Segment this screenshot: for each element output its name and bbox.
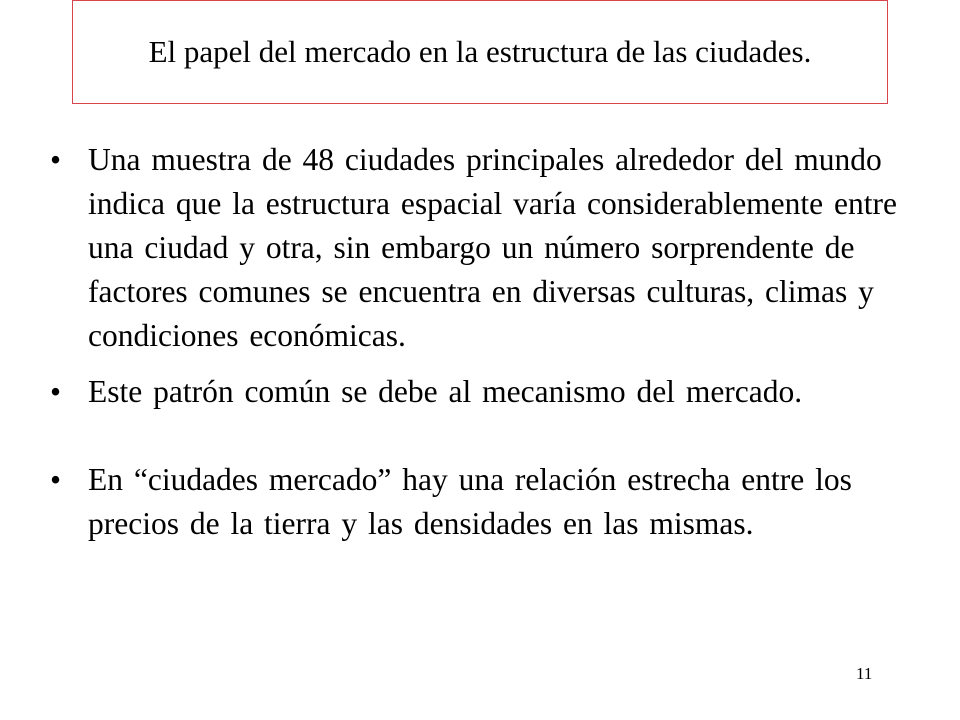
title-box (72, 0, 888, 104)
bullet-item (50, 138, 920, 358)
bullet-item (50, 370, 920, 414)
bullet-text: Este patrón común se debe al mecanismo del mercado. (88, 374, 803, 409)
bullet-text: Una muestra de 48 ciudades principales alrededor del mundo indica que la estructura espacial varía considerablemente entre una ciudad y otra, sin embargo un número sorprendente de factores comunes se encuentra en diversas culturas, climas y condiciones económicas. (88, 142, 897, 353)
bullet-text: En “ciudades mercado” hay una relación estrecha entre los precios de la tierra y las densidades en las mismas. (88, 462, 852, 541)
bullet-list (50, 138, 920, 546)
slide-title: El papel del mercado en la estructura de las ciudades. (148, 34, 812, 69)
bullet-marker: • (50, 374, 62, 409)
bullet-marker: • (50, 462, 62, 497)
bullet-item (50, 458, 920, 546)
bullet-marker: • (50, 142, 62, 177)
page-number: 11 (856, 664, 873, 683)
